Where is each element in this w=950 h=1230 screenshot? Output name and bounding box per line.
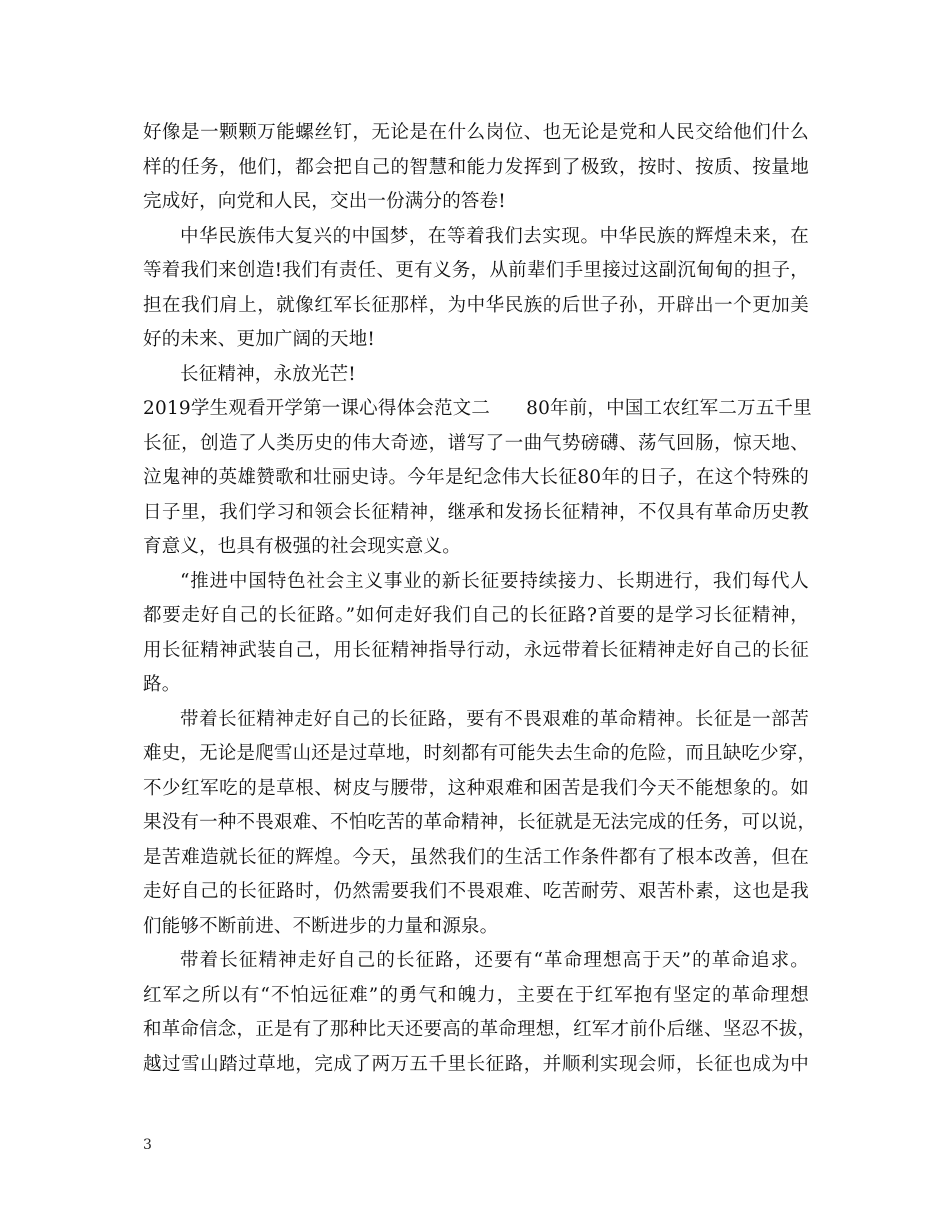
text-line: 带着长征精神走好自己的长征路，要有不畏艰难的革命精神。长征是一部苦 xyxy=(180,708,809,730)
text-line: 用长征精神武装自己，用长征精神指导行动，永远带着长征精神走好自己的长征 xyxy=(143,639,809,661)
text-line: 都要走好自己的长征路。”如何走好我们自己的长征路?首要的是学习长征精神， xyxy=(143,605,809,626)
text-line: 等着我们来创造!我们有责任、更有义务，从前辈们手里接过这副沉甸甸的担子， xyxy=(143,260,809,281)
text-line: 长征精神，永放光芒! xyxy=(180,363,356,385)
text-line: “推进中国特色社会主义事业的新长征要持续接力、长期进行，我们每代人 xyxy=(180,570,809,592)
text-line: 红军之所以有“不怕远征难”的勇气和魄力，主要在于红军抱有坚定的革命理想 xyxy=(143,984,809,1006)
text-line: 越过雪山踏过草地，完成了两万五千里长征路，并顺利实现会师，长征也成为中 xyxy=(143,1053,809,1075)
text-line: 果没有一种不畏艰难、不怕吃苦的革命精神，长征就是无法完成的任务，可以说， xyxy=(143,812,817,833)
section-title: 2019学生观看开学第一课心得体会范文二 xyxy=(143,398,491,419)
text-line: 带着长征精神走好自己的长征路，还要有“革命理想高于天”的革命追求。 xyxy=(180,950,809,971)
text-line: 完成好，向党和人民，交出一份满分的答卷! xyxy=(143,191,506,212)
text-line: 样的任务，他们，都会把自己的智慧和能力发挥到了极致，按时、按质、按量地 xyxy=(143,156,809,178)
text-line: 走好自己的长征路时，仍然需要我们不畏艰难、吃苦耐劳、艰苦朴素，这也是我 xyxy=(143,881,809,902)
text-line: 担在我们肩上，就像红军长征那样，为中华民族的后世子孙，开辟出一个更加美 xyxy=(143,294,809,316)
text-line: 不少红军吃的是草根、树皮与腰带，这种艰难和困苦是我们今天不能想象的。如 xyxy=(143,777,809,799)
text-line: 路。 xyxy=(143,674,181,695)
text-line: 好的未来、更加广阔的天地! xyxy=(143,329,376,350)
text-line xyxy=(143,392,812,427)
text-line: 好像是一颗颗万能螺丝钉，无论是在什么岗位、也无论是党和人民交给他们什么 xyxy=(143,122,809,143)
text-line: 们能够不断前进、不断进步的力量和源泉。 xyxy=(143,915,499,937)
paragraph-start: 80年前，中国工农红军二万五千里 xyxy=(526,398,812,419)
page-number: 3 xyxy=(143,1137,152,1153)
text-line: 是苦难造就长征的辉煌。今天，虽然我们的生活工作条件都有了根本改善，但在 xyxy=(143,846,809,868)
text-line: 长征，创造了人类历史的伟大奇迹，谱写了一曲气势磅礴、荡气回肠，惊天地、 xyxy=(143,432,809,454)
text-line: 泣鬼神的英雄赞歌和壮丽史诗。今年是纪念伟大长征80年的日子，在这个特殊的 xyxy=(143,467,809,488)
text-line: 育意义，也具有极强的社会现实意义。 xyxy=(143,536,461,557)
text-line: 和革命信念，正是有了那种比天还要高的革命理想，红军才前仆后继、坚忍不拔， xyxy=(143,1019,817,1040)
text-line: 日子里，我们学习和领会长征精神，继承和发扬长征精神，不仅具有革命历史教 xyxy=(143,501,809,523)
text-line: 中华民族伟大复兴的中国梦，在等着我们去实现。中华民族的辉煌未来，在 xyxy=(180,225,809,247)
text-line: 难史，无论是爬雪山还是过草地，时刻都有可能失去生命的危险，而且缺吃少穿， xyxy=(143,743,817,764)
document-body xyxy=(143,116,817,1082)
